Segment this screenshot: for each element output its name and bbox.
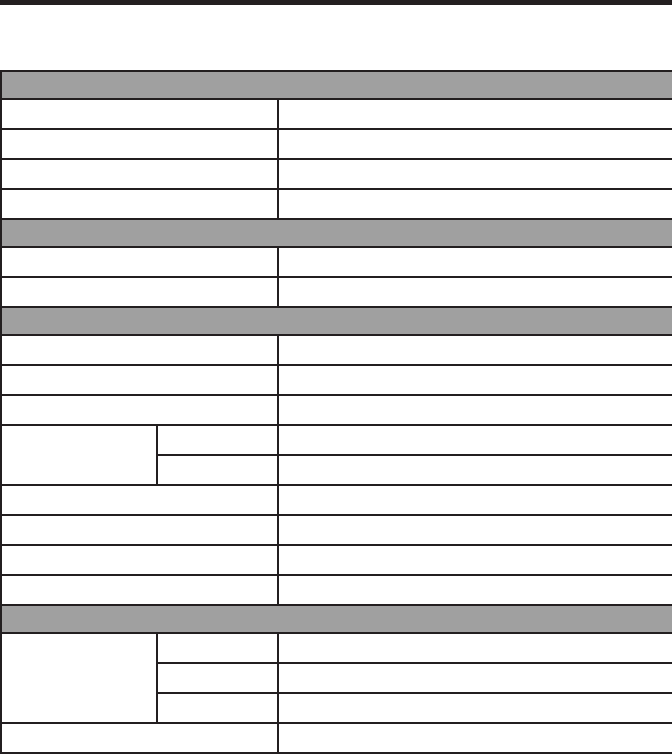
row-label (1, 189, 278, 219)
row-sublabel (157, 633, 278, 663)
section-header (1, 219, 672, 247)
row-value (278, 425, 672, 455)
row-value (278, 633, 672, 663)
table-row (1, 575, 672, 605)
row-value (278, 247, 672, 277)
row-label (1, 99, 278, 129)
row-label (1, 575, 278, 605)
row-label (1, 247, 278, 277)
row-sublabel (157, 425, 278, 455)
table-row (1, 335, 672, 365)
table-row (1, 485, 672, 515)
row-sublabel (157, 693, 278, 723)
row-label (1, 545, 278, 575)
row-value (278, 575, 672, 605)
table-row (1, 395, 672, 425)
row-value (278, 129, 672, 159)
spec-table (0, 70, 672, 754)
table-row (1, 515, 672, 545)
row-value (278, 723, 672, 753)
row-group-label (1, 425, 157, 485)
row-label (1, 159, 278, 189)
row-label (1, 365, 278, 395)
section-heading (1, 605, 672, 633)
row-value (278, 455, 672, 485)
row-value (278, 277, 672, 307)
row-label (1, 277, 278, 307)
row-value (278, 663, 672, 693)
row-value (278, 189, 672, 219)
row-value (278, 99, 672, 129)
table-row (1, 99, 672, 129)
table-row (1, 723, 672, 753)
row-value (278, 365, 672, 395)
row-label (1, 129, 278, 159)
row-label (1, 395, 278, 425)
section-heading (1, 307, 672, 335)
table-row (1, 277, 672, 307)
section-heading (1, 71, 672, 99)
row-group-label (1, 633, 157, 723)
table-row (1, 633, 672, 663)
row-value (278, 159, 672, 189)
top-rule (0, 0, 672, 5)
section-header (1, 307, 672, 335)
row-label (1, 335, 278, 365)
table-row (1, 545, 672, 575)
row-sublabel (157, 455, 278, 485)
row-value (278, 395, 672, 425)
table-row (1, 425, 672, 455)
row-value (278, 515, 672, 545)
table-row (1, 189, 672, 219)
section-header (1, 71, 672, 99)
row-value (278, 693, 672, 723)
section-header (1, 605, 672, 633)
row-value (278, 545, 672, 575)
row-value (278, 485, 672, 515)
row-label (1, 485, 278, 515)
table-row (1, 129, 672, 159)
row-value (278, 335, 672, 365)
section-heading (1, 219, 672, 247)
row-sublabel (157, 663, 278, 693)
row-label (1, 723, 278, 753)
row-label (1, 515, 278, 545)
table-row (1, 247, 672, 277)
table-row (1, 159, 672, 189)
table-row (1, 365, 672, 395)
